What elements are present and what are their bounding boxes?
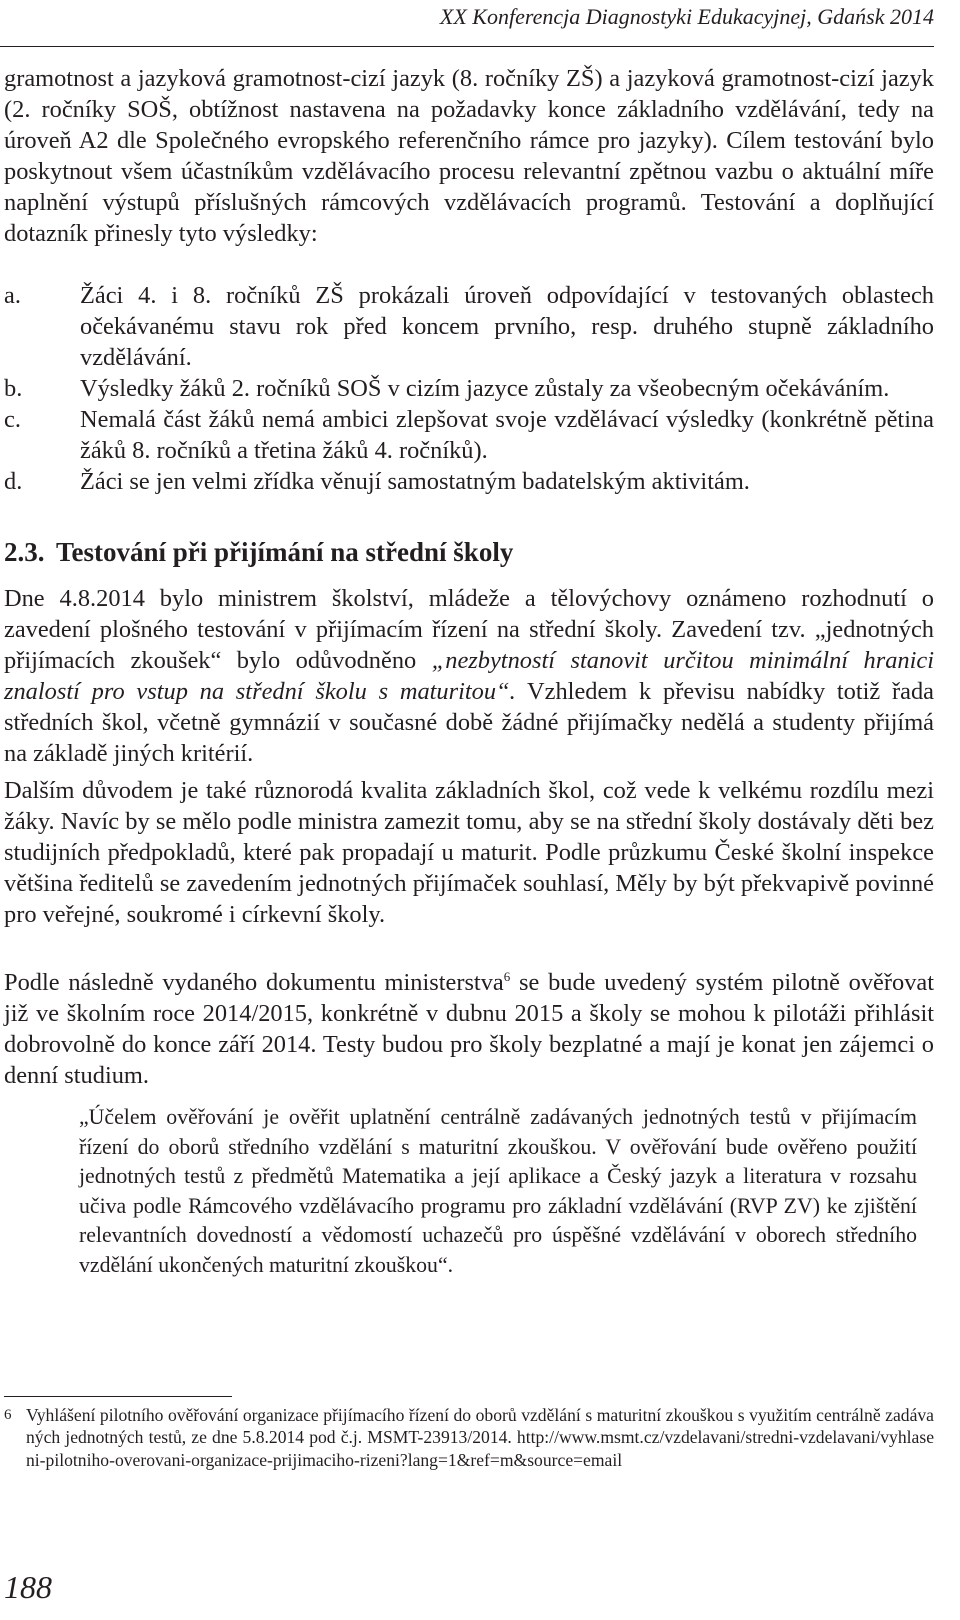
section-paragraph-2 bbox=[4, 775, 934, 930]
section-title: Testování při přijímání na střední školy bbox=[56, 537, 514, 567]
running-header bbox=[0, 2, 934, 47]
italic-citation: „nezbytností stanovit určitou minimální hranici znalostí pro vstup na střední školu s maturitou“. bbox=[4, 647, 934, 705]
footnote-number: 6 bbox=[4, 1407, 12, 1423]
list-marker: b. bbox=[4, 375, 23, 402]
paragraph-text-start: Dne 4.8.2014 bylo ministrem školství, mládeže a tělovýchovy oznámeno rozhodnutí o zavedení plošného testování v přijímacím řízení na střední školy. Zavedení tzv. „jednotných přijímacích zkoušek“ bylo odůvodněno bbox=[4, 585, 934, 674]
paragraph-text bbox=[4, 967, 934, 1091]
list-item bbox=[4, 373, 934, 404]
list-marker: c. bbox=[4, 406, 21, 433]
list-item-text: Žáci 4. i 8. ročníků ZŠ prokázali úroveň odpovídající v testovaných oblastech očekávanému stavu rok před koncem prvního, resp. druhého stupně základního vzdělávání. bbox=[80, 282, 934, 371]
paragraph-text bbox=[4, 583, 934, 769]
block-quote: „Účelem ověřování je ověřit uplatnění centrálně zadávaných jednotných testů v přijímacím řízení do oborů středního vzdělání s maturitní zkouškou. V ověřování bude ověřeno použití jednotných testů z předmětů Matematika a její aplikace a Český jazyk a literatura v rozsahu učiva podle Rámcového vzdělávacího programu pro základní vzdělávání (RVP ZV) ke zjištění relevantních dovedností a vědomostí uchazečů pro úspěšné vzdělávání v oborech středního vzdělání ukončených maturitní zkouškou“. bbox=[79, 1105, 917, 1277]
paragraph-text: Dalším důvodem je také různorodá kvalita základních škol, což vede k velkému rozdílu mezi žáky. Navíc by se mělo podle ministra zamezit tomu, aby se na střední školy dostávaly děti bez studijních předpokladů, které pak propadají u maturit. Podle průzkumu České školní inspekce většina ředitelů se zavedením jednotných přijímaček souhlasí, Měly by být překvapivě povinné pro veřejné, soukromé i církevní školy. bbox=[4, 777, 934, 928]
results-list bbox=[4, 280, 934, 497]
list-item bbox=[4, 280, 934, 373]
page-number: 188 bbox=[4, 1569, 52, 1605]
list-item-text: Nemalá část žáků nemá ambici zlepšovat svoje vzdělávací výsledky (konkrétně pětina žáků 8. ročníků a třetina žáků 4. ročníků). bbox=[80, 406, 934, 464]
list-marker: a. bbox=[4, 282, 21, 309]
list-marker: d. bbox=[4, 468, 23, 495]
list-item bbox=[4, 466, 934, 497]
section-number: 2.3. bbox=[4, 537, 45, 567]
list-item-text: Výsledky žáků 2. ročníků SOŠ v cizím jazyce zůstaly za všeobecným očekáváním. bbox=[80, 375, 890, 402]
footnote-text: Vyhlášení pilotního ověřování organizace přijímacího řízení do oborů vzdělání s maturitní zkouškou s využitím centrálně zadávaných jednotných testů, ze dne 5.8.2014 pod č.j. MSMT-23913/2014. http://www.msmt.cz/vzdelavani/stredni-vzdelavani/vyhlaseni-pilotniho-overovani-organizace-prijimaciho-rizeni?lang=1&ref=m&source=email bbox=[26, 1405, 934, 1470]
running-title: XX Konferencja Diagnostyki Edukacyjnej, Gdańsk 2014 bbox=[439, 4, 934, 29]
footnote-divider bbox=[4, 1396, 232, 1397]
paragraph-text-start: Podle následně vydaného dokumentu ministerstva bbox=[4, 969, 504, 996]
intro-text: gramotnost a jazyková gramotnost-cizí jazyk (8. ročníky ZŠ) a jazyková gramotnost-cizí jazyk (2. ročníky SOŠ, obtížnost nastavena na požadavky konce základního vzdělávání, tedy na úroveň A2 dle Společného evropského referenčního rámce pro jazyky). Cílem testování bylo poskytnout všem účastníkům vzdělávacího procesu relevantní zpětnou vazbu o aktuální míře naplnění výstupů příslušných rámcových vzdělávacích programů. Testování a doplňující dotazník přinesly tyto výsledky: bbox=[4, 65, 934, 247]
paragraph-text-end: Vzhledem k převisu nabídky totiž řada středních škol, včetně gymnázií v současné době žádné přijímačky nedělá a studenty přijímá na základě jiných kritérií. bbox=[4, 678, 934, 767]
footnote-reference[interactable]: 6 bbox=[503, 969, 511, 984]
section-heading bbox=[4, 534, 513, 570]
footnote bbox=[4, 1404, 934, 1471]
intro-paragraph bbox=[4, 63, 934, 249]
list-item-text: Žáci se jen velmi zřídka věnují samostatným badatelským aktivitám. bbox=[80, 468, 750, 495]
paragraph-text-end: se bude uvedený systém pilotně ověřovat již ve školním roce 2014/2015, konkrétně v dubnu 2015 a školy se mohou k pilotáži přihlásit dobrovolně do konce září 2014. Testy budou pro školy bezplatné a mají je konat jen zájemci o denní studium. bbox=[4, 969, 934, 1089]
section-paragraph-1 bbox=[4, 583, 934, 769]
list-item bbox=[4, 404, 934, 466]
section-paragraph-3 bbox=[4, 967, 934, 1091]
